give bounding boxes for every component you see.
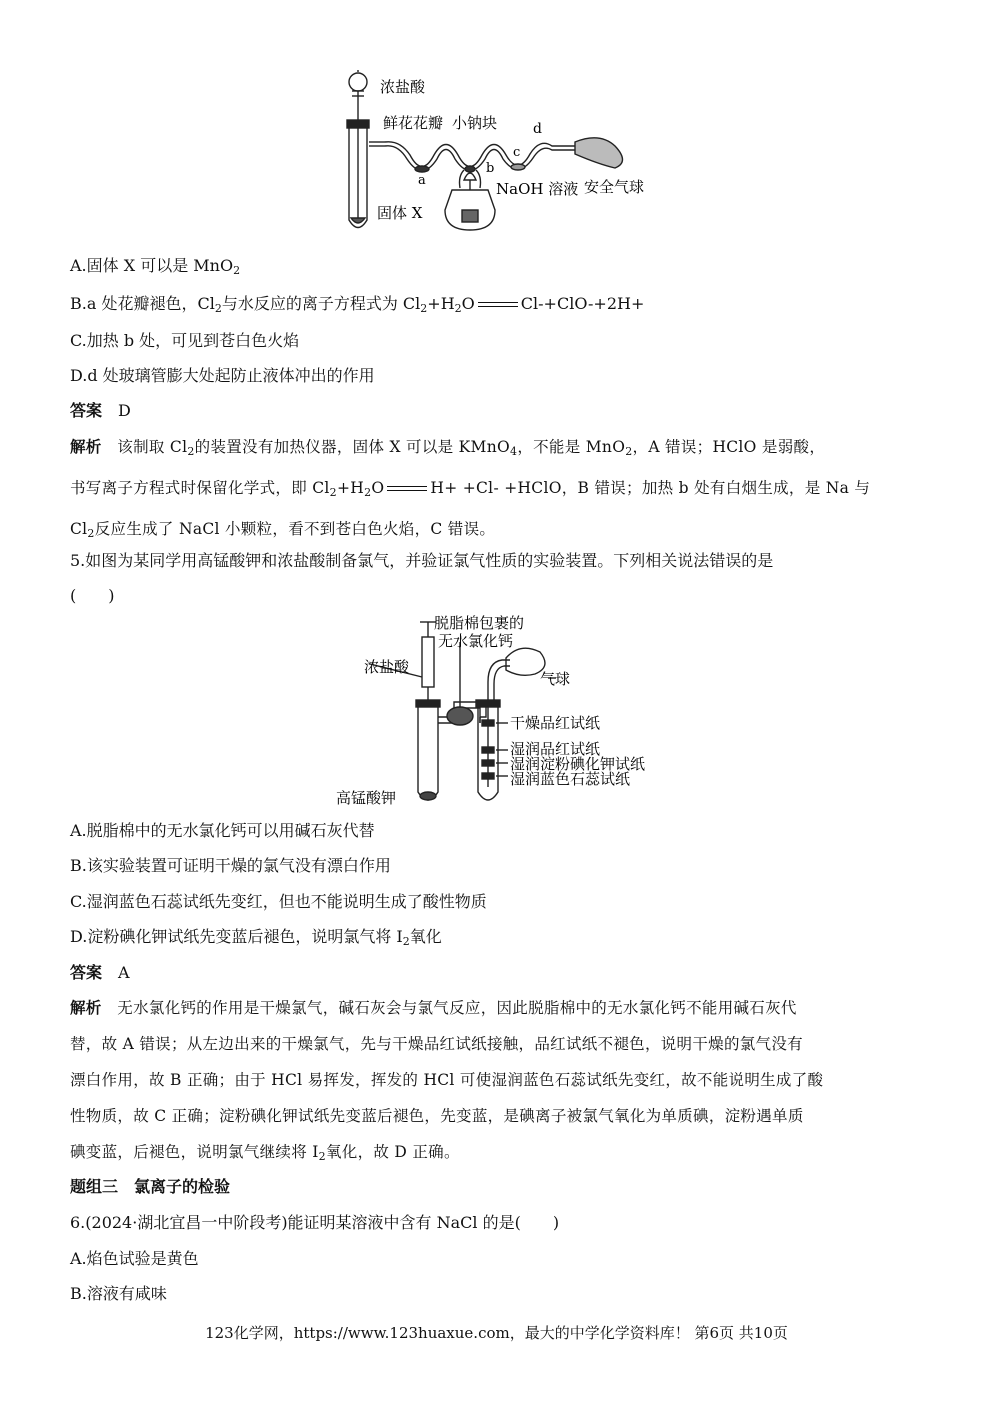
label-b: b bbox=[486, 161, 495, 176]
label-cotton-2: 无水氯化钙 bbox=[438, 632, 514, 650]
label-safety-balloon: 安全气球 bbox=[584, 178, 645, 196]
label-petal: 鲜花花瓣 bbox=[383, 114, 444, 132]
page-footer: 123化学网，https://www.123huaxue.com，最大的中学化学资料库！ 第6页 共10页 bbox=[205, 1324, 788, 1342]
q5-answer: 答案 A bbox=[70, 963, 130, 982]
label-cotton-1: 脱脂棉包裹的 bbox=[434, 614, 525, 632]
q5-option-c: C.湿润蓝色石蕊试纸先变红，但也不能说明生成了酸性物质 bbox=[70, 892, 487, 911]
equilibrium-arrow bbox=[478, 300, 518, 310]
label-conc-hcl-2: 浓盐酸 bbox=[364, 658, 410, 676]
label-dry-magenta-paper: 干燥品红试纸 bbox=[510, 714, 601, 732]
label-naoh: NaOH 溶液 bbox=[496, 180, 579, 198]
q4-option-d: D.d 处玻璃管膨大处起防止液体冲出的作用 bbox=[70, 366, 375, 385]
q4-option-b: B.a 处花瓣褪色，$Cl_2$与水反应的离子方程式为 $Cl_2+H_2O$ Cl-+ClO-+2H+ bbox=[70, 294, 645, 315]
q6-stem: 6.(2024·湖北宜昌一中阶段考)能证明某溶液中含有 NaCl 的是( ) bbox=[70, 1213, 560, 1232]
q5-analysis: 解析 无水氯化钙的作用是干燥氯气，碱石灰会与氯气反应，因此脱脂棉中的无水氯化钙不能用碱石灰代 替，故 A 错误；从左边出来的干燥氯气，先与干燥品红试纸接触，品红试纸不褪色，说明干燥的氯气没有 漂白作用，故 B 正确；由于 HCl 易挥发，挥发的 HCl 可使湿润蓝色石蕊试纸先变红，故不能说明生成了酸 性物质，故 C 正确；淀粉碘化钾试纸先变蓝后褪色，先变蓝，是碘离子被氯气氧化为单质碘，淀粉遇单质 碘变蓝，后褪色，说明氯气继续将 $I_2$氧化，故 D 正确。 bbox=[70, 998, 824, 1163]
q6-option-a: A.焰色试验是黄色 bbox=[70, 1249, 199, 1268]
label-kmno4: 高锰酸钾 bbox=[336, 789, 397, 807]
q5-stem: 5.如图为某同学用高锰酸钾和浓盐酸制备氯气，并验证氯气性质的实验装置。下列相关说法错误的是 bbox=[70, 551, 774, 570]
label-blue-litmus-paper: 湿润蓝色石蕊试纸 bbox=[510, 770, 631, 788]
figure-chlorine-test-apparatus bbox=[330, 612, 670, 812]
label-wet-magenta-paper: 湿润品红试纸 bbox=[510, 740, 601, 758]
label-balloon: 气球 bbox=[540, 670, 571, 688]
q6-option-b: B.溶液有咸味 bbox=[70, 1284, 167, 1303]
label-conc-hcl: 浓盐酸 bbox=[380, 78, 426, 96]
q5-option-a: A.脱脂棉中的无水氯化钙可以用碱石灰代替 bbox=[70, 821, 375, 840]
q5-option-d: D.淀粉碘化钾试纸先变蓝后褪色，说明氯气将 $I_2$氧化 bbox=[70, 927, 442, 948]
label-solid-x: 固体 X bbox=[377, 204, 423, 222]
q4-option-a: A.固体 X 可以是 MnO$_2$ bbox=[70, 256, 241, 277]
q5-option-b: B.该实验装置可证明干燥的氯气没有漂白作用 bbox=[70, 856, 391, 875]
label-c: c bbox=[513, 145, 521, 160]
q4-analysis: 解析 该制取 $Cl_2$的装置没有加热仪器，固体 X 可以是 KMnO$_4$，不能是 MnO$_2$，A 错误；HClO 是弱酸， 书写离子方程式时保留化学式，即 $Cl_2+H_2O$ H+ +Cl- +HClO，B 错误；加热 b 处有白烟生成，是 Na 与 $Cl_2$反应生成了 NaCl 小颗粒，看不到苍白色火焰，C 错误。 bbox=[70, 437, 871, 540]
label-starch-ki-paper: 湿润淀粉碘化钾试纸 bbox=[510, 755, 646, 773]
section-heading: 题组三 氯离子的检验 bbox=[70, 1177, 231, 1196]
figure-chlorine-apparatus bbox=[330, 70, 660, 240]
q4-answer: 答案 D bbox=[70, 401, 131, 420]
label-a: a bbox=[418, 173, 426, 188]
label-d: d bbox=[533, 121, 542, 137]
q4-option-c: C.加热 b 处，可见到苍白色火焰 bbox=[70, 331, 300, 350]
q5-paren: ( ) bbox=[70, 586, 115, 605]
label-sodium: 小钠块 bbox=[452, 114, 498, 132]
